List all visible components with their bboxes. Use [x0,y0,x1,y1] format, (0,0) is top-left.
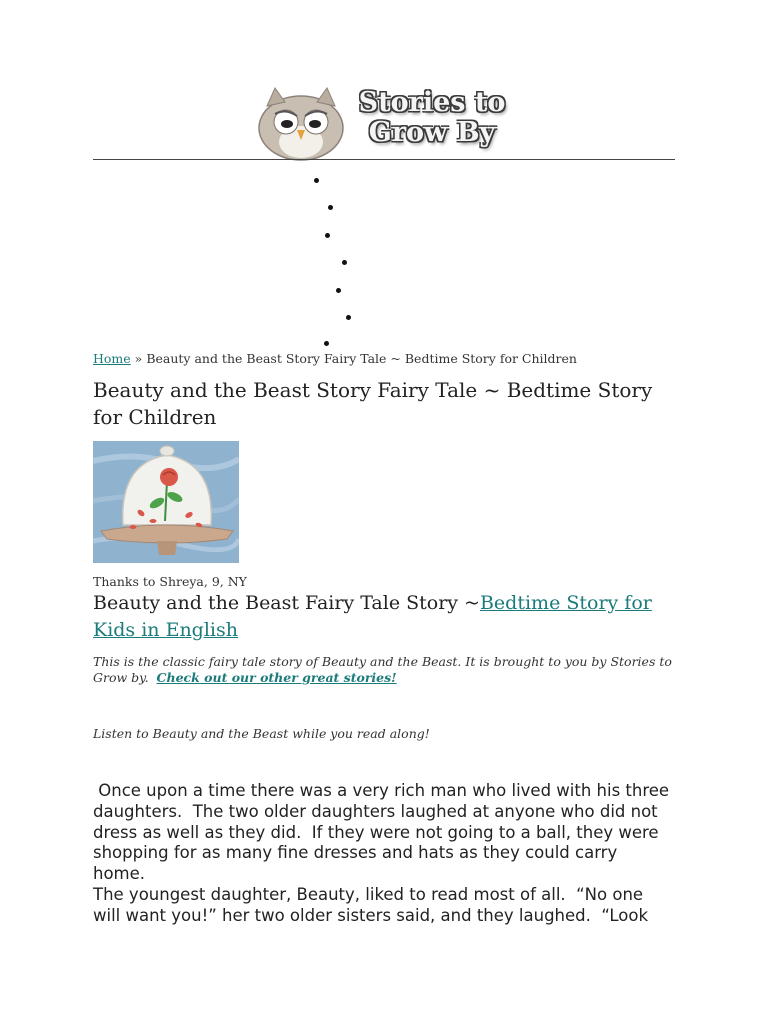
breadcrumb-home-link[interactable]: Home [93,351,131,366]
story-paragraph-2: The youngest daughter, Beauty, liked to read most of all. “No one will want you!” her two older sisters said, and they laughed. “Look [93,884,649,925]
logo-line-2: Grow By [368,117,496,148]
header-divider [93,159,675,160]
breadcrumb-current: Beauty and the Beast Story Fairy Tale ~ Bedtime Story for Children [146,351,577,366]
nav-bullet[interactable] [325,233,330,238]
breadcrumb [93,351,577,366]
page-title: Beauty and the Beast Story Fairy Tale ~ Bedtime Story for Children [93,378,653,429]
nav-bullet[interactable] [314,178,319,183]
nav-bullet[interactable] [336,288,341,293]
logo-text [347,88,517,148]
nav-bullet[interactable] [346,315,351,320]
logo-line-1: Stories to [358,87,506,118]
bedtime-story-link[interactable]: Bedtime Story for Kids in English [93,592,652,641]
nav-bullet[interactable] [342,260,347,265]
site-logo[interactable] [255,84,517,162]
owl-icon [255,84,347,162]
image-credit: Thanks to Shreya, 9, NY [93,574,247,589]
listen-note: Listen to Beauty and the Beast while you read along! [93,726,430,741]
rose-under-glass-image [93,441,239,563]
nav-bullet[interactable] [328,205,333,210]
nav-bullet[interactable] [324,341,329,346]
intro-paragraph [93,654,673,686]
subtitle-text: Beauty and the Beast Fairy Tale Story ~ [93,592,480,614]
story-subtitle [93,590,673,644]
story-paragraph-1: Once upon a time there was a very rich man who lived with his three daughters. The two older daughters laughed at anyone who did not dress as well as they did. If they were not going to a ball, they were shopping for as many fine dresses and hats as they could carry home. [93,781,675,884]
other-stories-link[interactable]: Check out our other great stories! [156,670,397,685]
intro-text: This is the classic fairy tale story of Beauty and the Beast. It is brought to you by Stories to Grow by. [93,654,672,685]
breadcrumb-separator: » [134,351,143,366]
story-body [93,781,673,927]
